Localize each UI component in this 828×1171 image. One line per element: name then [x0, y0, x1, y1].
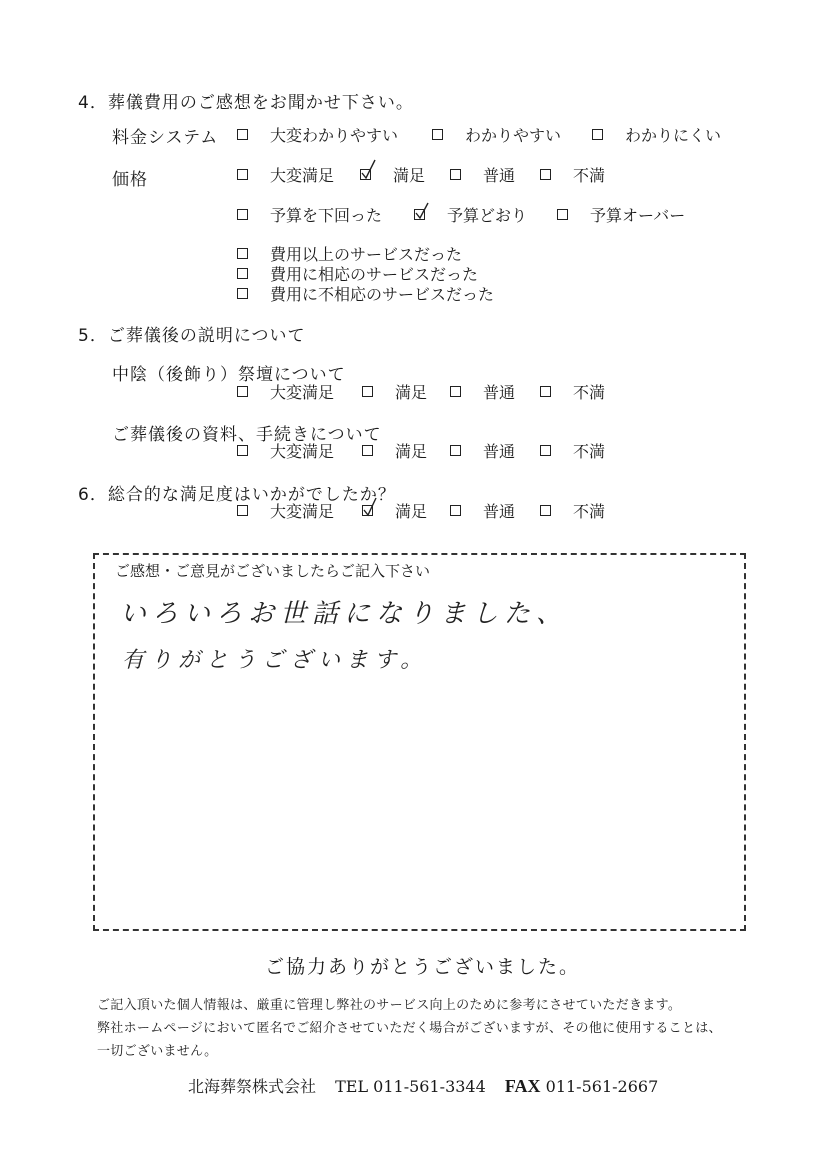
thanks-message: ご協力ありがとうございました。 — [265, 956, 581, 978]
q4-price-opt-2[interactable] — [450, 163, 515, 186]
q4-price-opt-0[interactable] — [237, 163, 334, 186]
q5-sub1-opt-0[interactable] — [237, 380, 334, 403]
footer — [188, 1074, 658, 1097]
option-label: 満足 — [395, 442, 428, 461]
checkbox[interactable] — [237, 505, 248, 516]
checkbox[interactable] — [237, 268, 248, 279]
q5-sub2-opt-2[interactable] — [450, 439, 515, 462]
option-label: 普通 — [483, 502, 516, 521]
q5-sub1-opt-1[interactable] — [362, 380, 427, 403]
privacy-note-line2: 弊社ホームページにおいて匿名でご紹介させていただく場合がございますが、その他に使用することは、 — [97, 1021, 722, 1036]
checkbox[interactable] — [237, 129, 248, 140]
option-label: 大変わかりやすい — [270, 126, 399, 145]
checkbox[interactable] — [557, 209, 568, 220]
option-label: 費用以上のサービスだった — [270, 245, 463, 264]
option-label: 満足 — [395, 383, 428, 402]
checkbox[interactable] — [540, 169, 551, 180]
q6-opt-3[interactable] — [540, 499, 605, 522]
checkbox[interactable] — [237, 288, 248, 299]
q5-sub1-label: 中陰（後飾り）祭壇について — [112, 365, 346, 385]
tel-number: TEL 011-561-3344 — [335, 1077, 486, 1096]
option-label: 予算を下回った — [270, 206, 383, 225]
checkmark-icon — [362, 495, 378, 517]
fax-number: 011-561-2667 — [545, 1077, 659, 1096]
q4-system-label: 料金システム — [112, 128, 219, 148]
option-label: 普通 — [483, 383, 516, 402]
checkbox[interactable] — [237, 445, 248, 456]
checkbox[interactable] — [362, 386, 373, 397]
option-label: 予算どおり — [447, 206, 528, 225]
q4-system-opt-1[interactable] — [432, 123, 561, 146]
q5-sub1-opt-3[interactable] — [540, 380, 605, 403]
checkbox[interactable] — [540, 445, 551, 456]
checkbox[interactable] — [362, 445, 373, 456]
option-label: わかりやすい — [465, 126, 562, 145]
checkbox[interactable] — [450, 386, 461, 397]
q4-title: 4．葬儀費用のご感想をお聞かせ下さい。 — [78, 93, 414, 113]
company-name: 北海葬祭株式会社 — [188, 1077, 317, 1096]
option-label: 大変満足 — [270, 442, 335, 461]
privacy-note-line1: ご記入頂いた個人情報は、厳重に管理し弊社のサービス向上のために参考にさせていただきます。 — [97, 998, 682, 1013]
checkbox[interactable] — [592, 129, 603, 140]
checkbox[interactable] — [362, 505, 373, 516]
q4-service-opt-2[interactable] — [237, 282, 494, 305]
q6-opt-1[interactable] — [362, 499, 427, 522]
checkbox[interactable] — [360, 169, 371, 180]
q4-price-label: 価格 — [112, 170, 148, 190]
checkbox[interactable] — [237, 169, 248, 180]
option-label: 大変満足 — [270, 383, 335, 402]
q5-title: 5．ご葬儀後の説明について — [78, 326, 306, 346]
q6-title: 6．総合的な満足度はいかがでしたか？ — [78, 485, 396, 505]
q4-price-opt-3[interactable] — [540, 163, 605, 186]
q5-sub2-label: ご葬儀後の資料、手続きについて — [112, 425, 382, 445]
checkbox[interactable] — [237, 209, 248, 220]
comment-prompt: ご感想・ご意見がございましたらご記入下さい — [115, 562, 431, 580]
option-label: 費用に不相応のサービスだった — [270, 285, 495, 304]
option-label: 費用に相応のサービスだった — [270, 265, 479, 284]
checkbox[interactable] — [432, 129, 443, 140]
option-label: 普通 — [483, 166, 516, 185]
option-label: 不満 — [573, 383, 606, 402]
q5-sub2-opt-1[interactable] — [362, 439, 427, 462]
checkbox[interactable] — [237, 386, 248, 397]
option-label: 満足 — [393, 166, 426, 185]
q5-sub2-opt-0[interactable] — [237, 439, 334, 462]
q4-budget-opt-0[interactable] — [237, 203, 382, 226]
q4-system-opt-0[interactable] — [237, 123, 398, 146]
q4-budget-opt-2[interactable] — [557, 203, 685, 226]
q5-sub1-opt-2[interactable] — [450, 380, 515, 403]
option-label: 不満 — [573, 166, 606, 185]
option-label: 普通 — [483, 442, 516, 461]
q6-opt-0[interactable] — [237, 499, 334, 522]
q5-sub2-opt-3[interactable] — [540, 439, 605, 462]
checkbox[interactable] — [450, 169, 461, 180]
q6-opt-2[interactable] — [450, 499, 515, 522]
option-label: 不満 — [573, 502, 606, 521]
q4-system-opt-2[interactable] — [592, 123, 721, 146]
handwritten-comment-line2: 有りがとうございます。 — [122, 648, 429, 673]
option-label: 予算オーバー — [590, 206, 686, 225]
handwritten-comment-line1: いろいろお世話になりました、 — [120, 599, 569, 629]
option-label: 大変満足 — [270, 502, 335, 521]
q4-price-opt-1[interactable] — [360, 163, 425, 186]
checkmark-icon — [360, 159, 376, 181]
checkbox[interactable] — [414, 209, 425, 220]
option-label: 大変満足 — [270, 166, 335, 185]
fax-label: FAX — [504, 1076, 541, 1096]
checkbox[interactable] — [540, 386, 551, 397]
checkbox[interactable] — [540, 505, 551, 516]
option-label: わかりにくい — [625, 126, 722, 145]
checkbox[interactable] — [450, 505, 461, 516]
checkbox[interactable] — [450, 445, 461, 456]
checkmark-icon — [414, 199, 430, 221]
option-label: 不満 — [573, 442, 606, 461]
q4-budget-opt-1[interactable] — [414, 203, 527, 226]
option-label: 満足 — [395, 502, 428, 521]
privacy-note-line3: 一切ございません。 — [97, 1044, 218, 1059]
checkbox[interactable] — [237, 248, 248, 259]
